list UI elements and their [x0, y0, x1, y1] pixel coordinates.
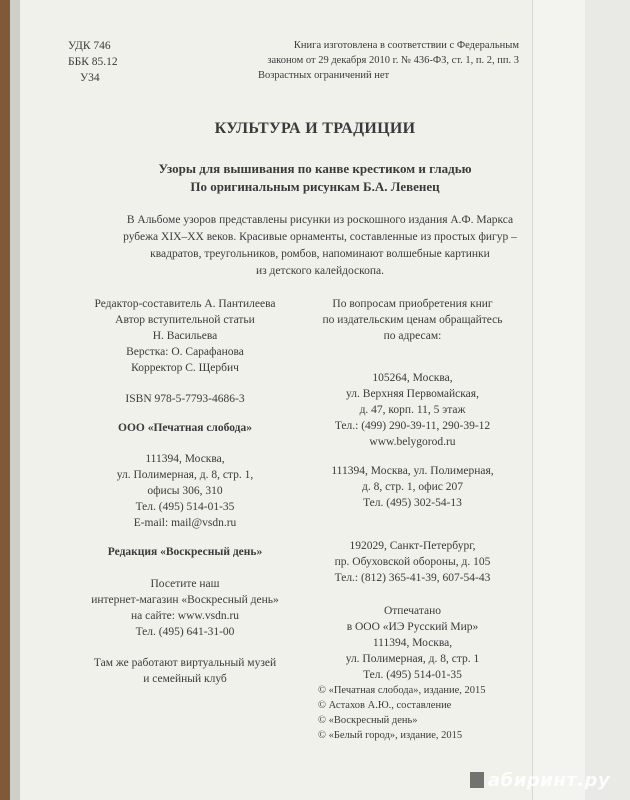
udk-code: УДК 746 [68, 40, 111, 52]
series-title: КУЛЬТУРА И ТРАДИЦИИ [214, 120, 416, 137]
credits: Редактор-составитель А. Пантилеева Автор вступительной статьи Н. Васильева Верстка: О. Сарафанова Корректор С. Щербич [94, 298, 276, 374]
printing-info: Отпечатано в ООО «ИЭ Русский Мир» 111394, Москва, ул. Полимерная, д. 8, стр. 1 Тел. (495) 514-01-35 [345, 605, 480, 681]
publisher1-address: 111394, Москва, ул. Полимерная, д. 8, стр. 1, офисы 306, 310 Тел. (495) 514-01-35 E-mail: mail@vsdn.ru [116, 453, 254, 529]
watermark-logo-icon [470, 772, 484, 788]
right-column [300, 296, 525, 683]
isbn: ISBN 978-5-7793-4686-3 [125, 393, 245, 405]
publisher2-info: Посетите наш интернет-магазин «Воскресный день» на сайте: www.vsdn.ru Тел. (495) 641-31-00 [91, 578, 279, 638]
law-notice: Книга изготовлена в соответствии с Федеральным законом от 29 декабря 2010 г. № 436-ФЗ, ст. 1, п. 2, пп. 3 Возрастных ограничений нет [258, 40, 519, 81]
left-column [60, 296, 310, 687]
book-description: В Альбоме узоров представлены рисунки из роскошного издания А.Ф. Маркса рубежа XIX–XX веков. Красивые орнаменты, составленные из простых фигур – квадратов, треугольников, ромбов, напоминают волшебные картинки из детского калейдоскопа. [123, 214, 517, 277]
bbk-code: ББК 85.12 [68, 56, 118, 68]
address-moscow-2: 111394, Москва, ул. Полимерная, д. 8, стр. 1, офис 207 Тел. (495) 302-54-13 [331, 465, 494, 509]
author-mark: У34 [80, 72, 100, 84]
purchase-intro: По вопросам приобретения книг по издательским ценам обращайтесь по адресам: [322, 298, 503, 342]
publisher1-name: ООО «Печатная слобода» [118, 422, 252, 434]
classification-codes [68, 38, 118, 86]
watermark: абиринт.ру [488, 770, 611, 791]
copyright-block: © «Печатная слобода», издание, 2015 © Астахов А.Ю., составление © «Воскресный день» © «Белый город», издание, 2015 [318, 685, 486, 741]
address-spb: 192029, Санкт-Петербург, пр. Обуховской обороны, д. 105 Тел.: (812) 365-41-39, 607-54-43 [334, 540, 491, 584]
publisher2-name: Редакция «Воскресный день» [107, 546, 263, 558]
book-subtitle: Узоры для вышивания по канве крестиком и гладью По оригинальным рисункам Б.А. Левенец [158, 161, 472, 194]
address-moscow: 105264, Москва, ул. Верхняя Первомайская, д. 47, корп. 11, 5 этаж Тел.: (499) 290-39-11, 290-39-12 www.belygorod.ru [334, 372, 491, 448]
museum-note: Там же работают виртуальный музей и семейный клуб [93, 657, 277, 685]
